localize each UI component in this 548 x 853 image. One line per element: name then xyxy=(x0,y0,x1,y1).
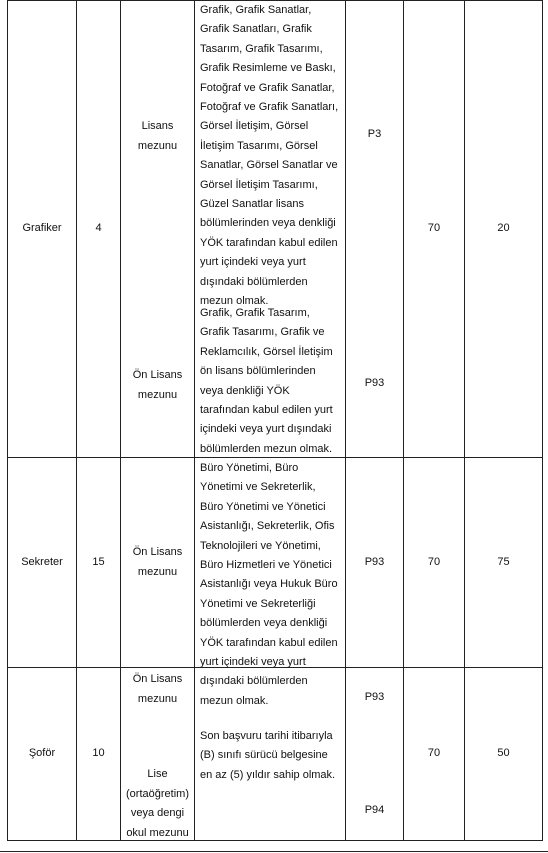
requirement-cell: Grafik, Grafik Tasarım, Grafik Tasarımı, Grafik ve Reklamcılık, Görsel İletişim ön lisans bölümlerinden veya denkliği YÖK tarafından kabul edilen yurt içindeki veya yurt dışındaki bölümlerden mezun olmak. xyxy=(200,307,333,455)
quota-cell: 20 xyxy=(497,222,510,235)
position-cell: Sekreter xyxy=(21,555,63,568)
education-cell: Ön Lisans mezunu xyxy=(132,369,183,401)
col-border xyxy=(194,0,195,841)
count-cell: 15 xyxy=(92,555,105,568)
education-cell: Lise (ortaöğretim) veya dengi okul mezunu xyxy=(126,768,189,839)
score-cell: 70 xyxy=(427,222,441,235)
count-cell: 10 xyxy=(92,747,105,760)
education-cell: Ön Lisans mezunu xyxy=(132,673,183,705)
position-cell: Grafiker xyxy=(22,222,62,235)
table-bottom-border xyxy=(7,840,543,841)
page-bottom-rule xyxy=(0,851,548,852)
position-cell: Şoför xyxy=(28,747,56,760)
kpss-cell: P93 xyxy=(364,555,385,568)
requirement-cell: Büro Yönetimi, Büro Yönetimi ve Sekreterlik, Büro Yönetimi ve Yönetici Asistanlığı, Sekreterlik, Ofis Teknolojileri ve Yönetimi, Büro Hizmetleri ve Yönetici Asistanlığı veya Hukuk Büro Yönetimi ve Sekreterliği bölümlerden veya denkliği YÖK tarafından kabul edilen yurt içindeki veya yurt dışındaki bölümlerden mezun olmak. xyxy=(200,462,338,707)
kpss-cell: P94 xyxy=(364,804,385,816)
education-cell: Ön Lisans mezunu xyxy=(132,546,183,578)
kpss-cell: P3 xyxy=(367,128,382,140)
count-cell: 4 xyxy=(95,222,102,235)
kpss-cell: P93 xyxy=(364,377,385,389)
col-border xyxy=(542,0,543,841)
quota-cell: 50 xyxy=(497,747,510,760)
education-cell: Lisans mezunu xyxy=(137,120,178,152)
score-cell: 70 xyxy=(427,555,441,568)
quota-cell: 75 xyxy=(497,555,510,568)
requirement-cell: Grafik, Grafik Sanatlar, Grafik Sanatları, Grafik Tasarım, Grafik Tasarımı, Grafik Resimleme ve Baskı, Fotoğraf ve Grafik Sanatlar, Fotoğraf ve Grafik Sanatları, Görsel İletişim, Görsel İletişim Tasarımı, Görsel Sanatlar, Görsel Sanatlar ve Görsel İletişim Tasarımı, Güzel Sanatlar lisans bölümlerinden veya denkliği YÖK tarafından kabul edilen yurt içindeki veya yurt dışındaki bölümlerden mezun olmak. xyxy=(200,4,339,308)
requirement-cell: Son başvuru tarihi itibarıyla (B) sınıfı sürücü belgesine en az (5) yıldır sahip olmak. xyxy=(200,730,336,781)
score-cell: 70 xyxy=(427,747,441,760)
kpss-cell: P93 xyxy=(364,691,385,703)
